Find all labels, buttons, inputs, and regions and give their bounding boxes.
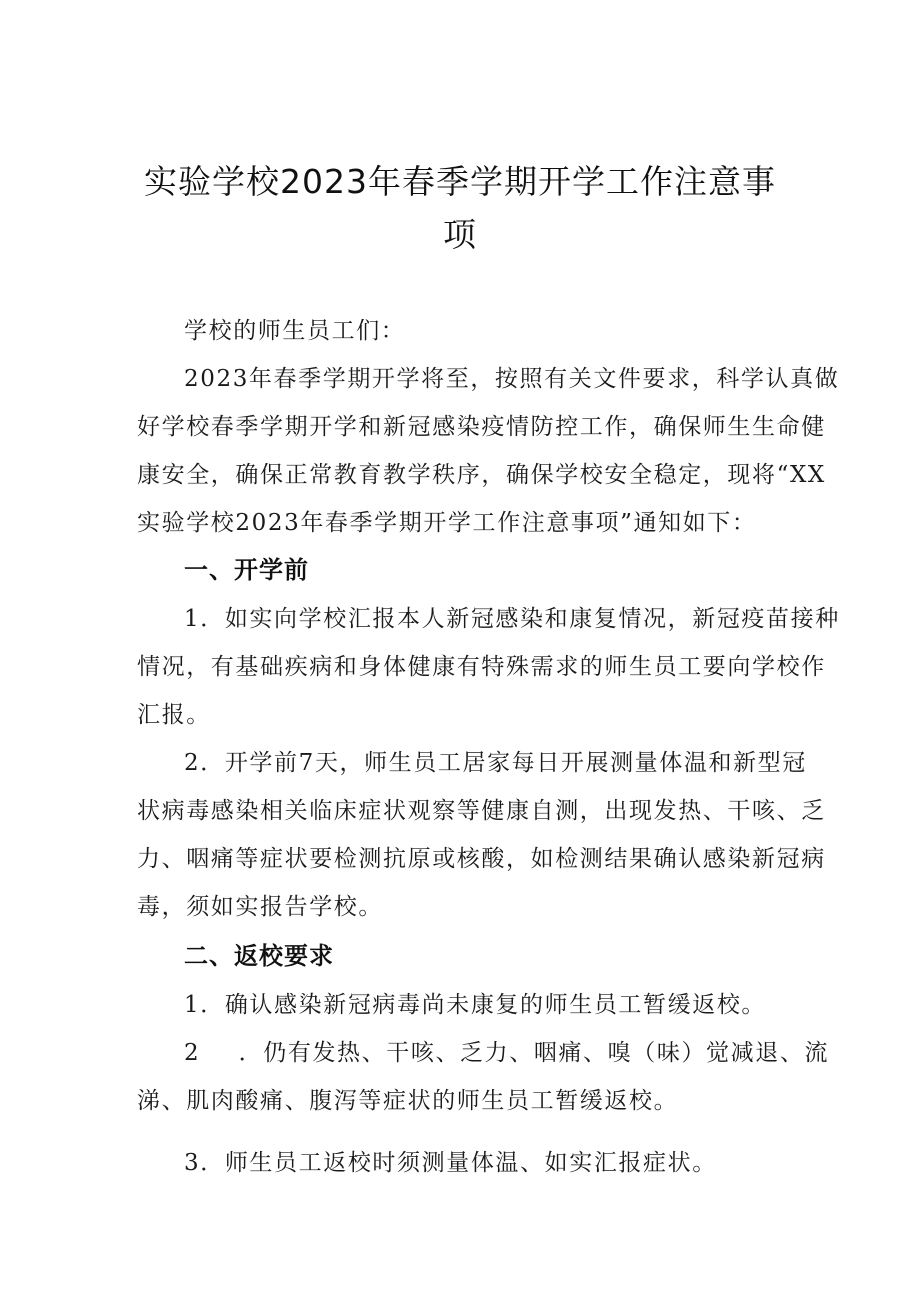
- document-title-line-1: 实验学校2023年春季学期开学工作注意事: [144, 162, 776, 201]
- section-1-heading: 一、开学前: [184, 556, 309, 584]
- section-2-item-1: 1．确认感染新冠病毒尚未康复的师生员工暂缓返校。: [184, 992, 767, 1018]
- section-1-item-2-line-3: 力、咽痛等症状要检测抗原或核酸，如检测结果确认感染新冠病: [137, 846, 826, 872]
- section-2-item-2-text: ．仍有发热、干咳、乏力、咽痛、嗅（味）觉减退、流: [238, 1040, 830, 1066]
- salutation: 学校的师生员工们：: [184, 318, 406, 344]
- section-1-item-2-line-1: 2．开学前7天，师生员工居家每日开展测量体温和新型冠: [184, 750, 807, 776]
- section-2-item-3: 3．师生员工返校时须测量体温、如实汇报症状。: [184, 1150, 717, 1176]
- section-1-item-1-line-3: 汇报。: [137, 702, 211, 728]
- intro-paragraph-line-4: 实验学校2023年春季学期开学工作注意事项”通知如下：: [137, 510, 757, 536]
- section-2-heading: 二、返校要求: [184, 942, 334, 970]
- section-2-item-2-line-1: [184, 1036, 830, 1070]
- intro-paragraph-line-3: 康安全，确保正常教育教学秩序，确保学校安全稳定，现将“XX: [137, 462, 826, 488]
- section-1-item-2-line-2: 状病毒感染相关临床症状观察等健康自测，出现发热、干咳、乏: [137, 798, 826, 824]
- intro-paragraph-line-1: 2023年春季学期开学将至，按照有关文件要求，科学认真做: [184, 366, 840, 392]
- section-1-item-1-line-2: 情况，有基础疾病和身体健康有特殊需求的师生员工要向学校作: [137, 654, 826, 680]
- section-1-item-2-line-4: 毒，须如实报告学校。: [137, 894, 383, 920]
- document-title-line-2: 项: [443, 215, 477, 254]
- intro-paragraph-line-2: 好学校春季学期开学和新冠感染疫情防控工作，确保师生生命健: [137, 414, 826, 440]
- section-2-item-2-number: 2: [184, 1040, 199, 1066]
- section-2-item-2-line-2: 涕、肌肉酸痛、腹泻等症状的师生员工暂缓返校。: [137, 1088, 679, 1114]
- section-1-item-1-line-1: 1．如实向学校汇报本人新冠感染和康复情况，新冠疫苗接种: [184, 606, 840, 632]
